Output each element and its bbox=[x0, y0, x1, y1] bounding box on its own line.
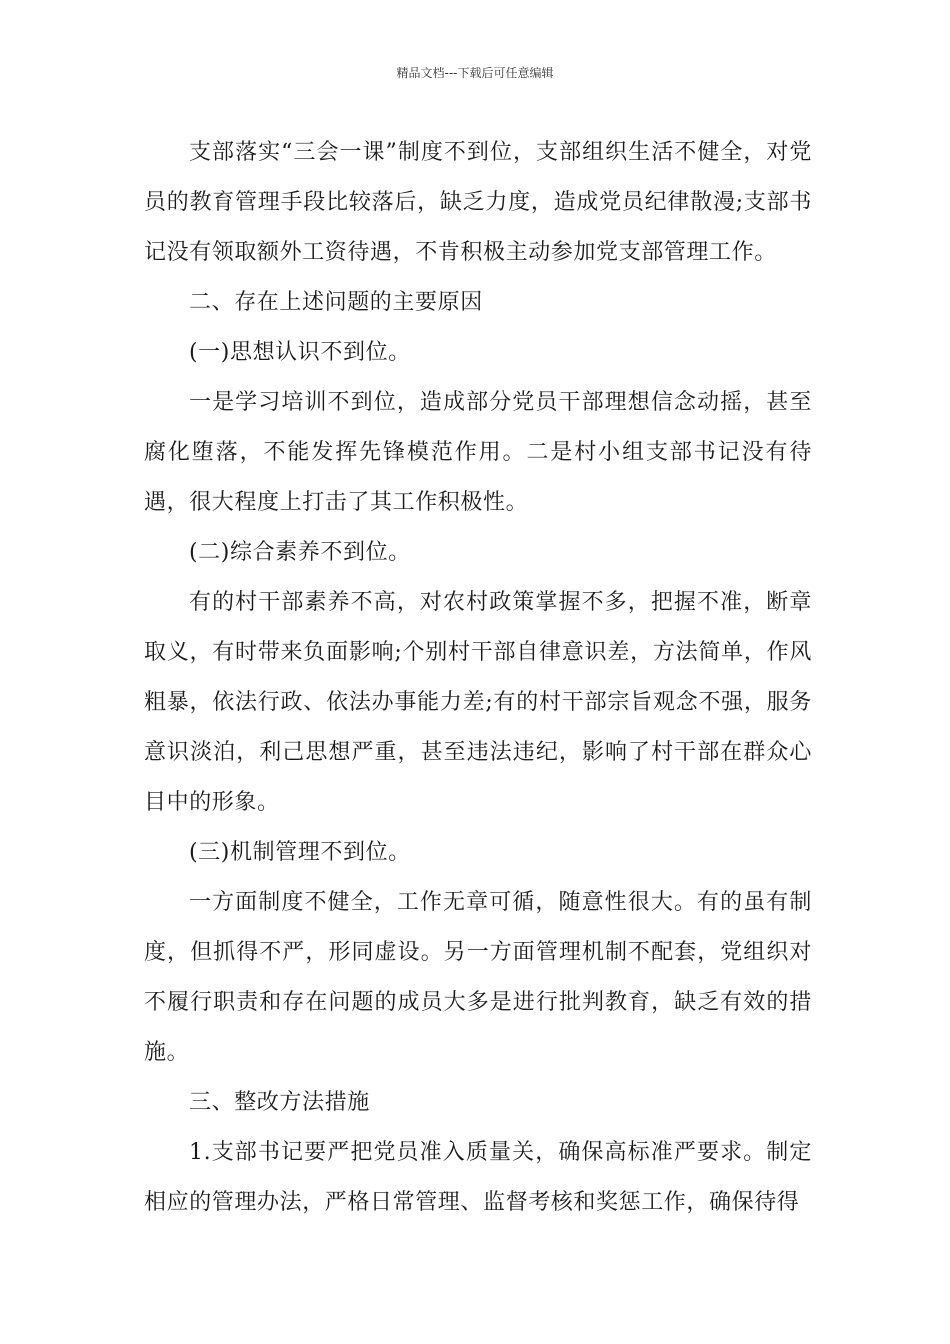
section-heading-2: 二、存在上述问题的主要原因 bbox=[189, 290, 483, 315]
paragraph-1: 支部落实“三会一课”制度不到位，支部组织生活不健全，对党员的教育管理手段比较落后，缺乏力度，造成党员纪律散漫;支部书记没有领取额外工资待遇，不肯积极主动参加党支部管理工作。 bbox=[144, 140, 812, 265]
paragraph-4: 一方面制度不健全，工作无章可循，随意性很大。有的虽有制度，但抓得不严，形同虚设。另一方面管理机制不配套，党组织对不履行职责和存在问题的成员大多是进行批判教育，缺乏有效的措施。 bbox=[144, 890, 812, 1065]
subsection-heading-3: (三)机制管理不到位。 bbox=[189, 840, 411, 865]
subsection-heading-2: (二)综合素养不到位。 bbox=[189, 540, 411, 565]
subsection-heading-1: (一)思想认识不到位。 bbox=[189, 340, 411, 365]
paragraph-2: 一是学习培训不到位，造成部分党员干部理想信念动摇，甚至腐化堕落，不能发挥先锋模范作用。二是村小组支部书记没有待遇，很大程度上打击了其工作积极性。 bbox=[144, 390, 812, 515]
paragraph-3: 有的村干部素养不高，对农村政策掌握不多，把握不准，断章取义，有时带来负面影响;个别村干部自律意识差，方法简单，作风粗暴，依法行政、依法办事能力差;有的村干部宗旨观念不强，服务意识淡泊，利己思想严重，甚至违法违纪，影响了村干部在群众心目中的形象。 bbox=[144, 590, 812, 815]
paragraph-5: 1.支部书记要严把党员准入质量关，确保高标准严要求。制定相应的管理办法，严格日常管理、监督考核和奖惩工作，确保待得 bbox=[144, 1140, 812, 1215]
page-header: 精品文档---下载后可任意编辑 bbox=[396, 66, 554, 80]
document-body bbox=[144, 128, 812, 1228]
section-heading-3: 三、整改方法措施 bbox=[189, 1090, 370, 1115]
